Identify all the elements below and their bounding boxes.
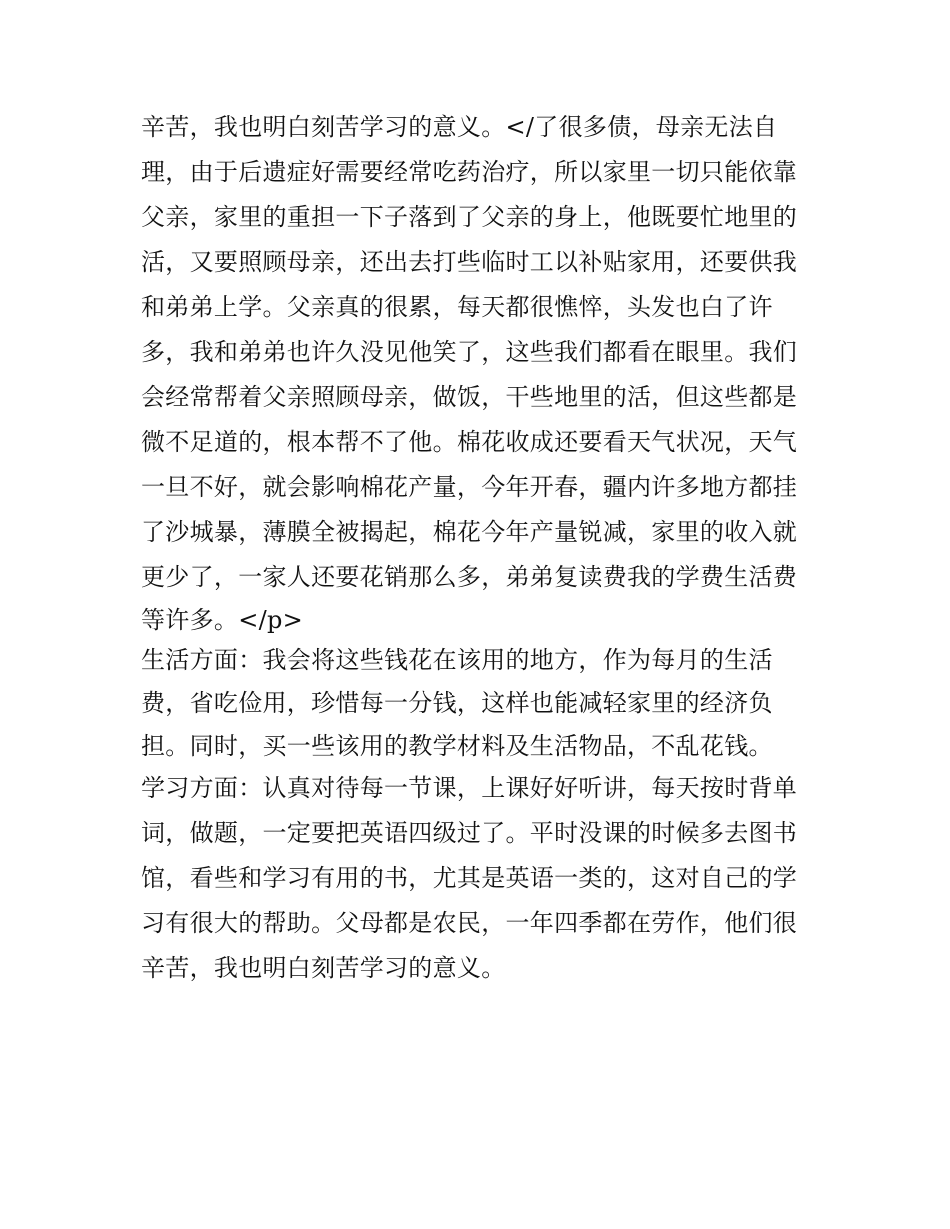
text-line: 活，又要照顾母亲，还出去打些临时工以补贴家用，还要供我 [141, 248, 798, 276]
text-line: 和弟弟上学。父亲真的很累，每天都很憔悴，头发也白了许 [141, 293, 773, 321]
text-line: 一旦不好，就会影响棉花产量，今年开春，疆内许多地方都挂 [141, 473, 798, 501]
text-line: 多，我和弟弟也许久没见他笑了，这些我们都看在眼里。我们 [141, 338, 798, 366]
text-line: 辛苦，我也明白刻苦学习的意义。</了很多债，母亲无法自 [141, 113, 778, 141]
text-line: 会经常帮着父亲照顾母亲，做饭，干些地里的活，但这些都是 [141, 383, 798, 411]
text-line: 更少了，一家人还要花销那么多，弟弟复读费我的学费生活费 [141, 563, 798, 591]
text-line: 微不足道的，根本帮不了他。棉花收成还要看天气状况，天气 [141, 428, 798, 456]
text-line: 生活方面：我会将这些钱花在该用的地方，作为每月的生活 [141, 646, 773, 674]
text-line: 担。同时，买一些该用的教学材料及生活物品，不乱花钱。 [141, 732, 773, 760]
text-line: 理，由于后遗症好需要经常吃药治疗，所以家里一切只能依靠 [141, 158, 798, 186]
text-line: 学习方面：认真对待每一节课，上课好好听讲，每天按时背单 [141, 774, 798, 802]
text-line: 习有很大的帮助。父母都是农民，一年四季都在劳作，他们很 [141, 909, 798, 937]
text-line: 辛苦，我也明白刻苦学习的意义。 [141, 954, 506, 982]
text-line: 等许多。</p> [141, 606, 304, 634]
text-line: 费，省吃俭用，珍惜每一分钱，这样也能减轻家里的经济负 [141, 689, 773, 717]
text-line: 父亲，家里的重担一下子落到了父亲的身上，他既要忙地里的 [141, 203, 798, 231]
text-line: 馆，看些和学习有用的书，尤其是英语一类的，这对自己的学 [141, 864, 798, 892]
document-body [141, 105, 821, 991]
text-line: 了沙城暴，薄膜全被揭起，棉花今年产量锐减，家里的收入就 [141, 518, 798, 546]
text-line: 词，做题，一定要把英语四级过了。平时没课的时候多去图书 [141, 819, 798, 847]
